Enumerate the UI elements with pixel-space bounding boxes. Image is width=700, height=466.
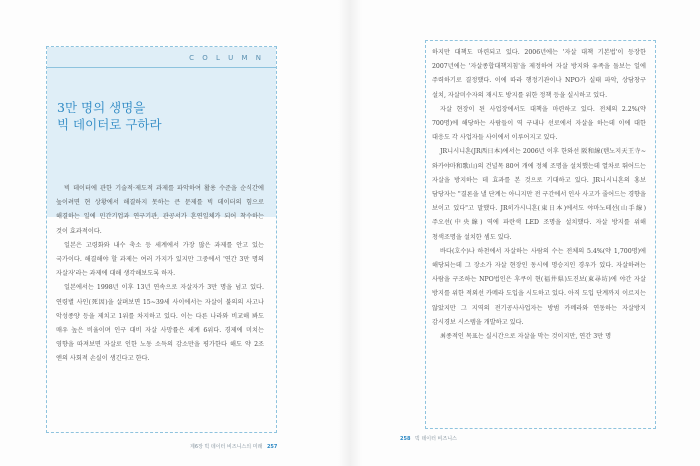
column-label: C O L U M N [189,54,264,62]
column-title-line-1: 3만 명의 생명을 [57,100,146,115]
left-footer-text: 제6장 빅 데이터 비즈니스의 미래 [190,444,263,450]
left-page-number: 257 [266,444,278,450]
column-title-line-2: 빅 데이터로 구하라 [57,117,162,132]
right-paragraph: 자살 현장이 된 사업장에서도 대책을 마련하고 있다. 전체의 2.2%(약 700명)에 해당하는 사람들이 역 구내나 선로에서 자살을 하는데 이에 대한 대응도 각 사업자들 사이에서 이루어지고 있다. [432,105,646,142]
left-paragraph: 빅 데이터에 관한 기술적·제도적 과제를 파악하여 활용 수준을 순식간에 높이려면 현 상황에서 해결하지 못하는 큰 문제를 빅 데이터의 힘으로 해결하는 일에 민간기업과 연구기관, 관공서가 혼연일체가 되어 착수하는 것이 효과적이다. [56,185,264,235]
left-paragraph: 일본은 고령화와 내수 축소 등 세계에서 가장 많은 과제를 안고 있는 국가이다. 해결해야 할 과제는 여러 가지가 있지만 그중에서 '연간 3만 명의 자살자'라는 과제에 대해 생각해보도록 하자. [56,241,264,278]
right-paragraph: 최종적인 목표는 실시간으로 자살을 막는 것이지만, 연간 3만 명 [440,333,612,341]
left-footer [190,443,280,450]
left-body-text [56,182,264,367]
right-body-text [432,46,646,344]
right-paragraph: JR니시니혼(JR西日本)에서는 2006년 이후 한와선 阪和線(텐노지天王寺~와카야마和歌山)의 건널목 80여 개에 정체 조명을 설치했는데 열차로 뛰어드는 자살을 방지하는 데 효과를 본 것으로 기대하고 있다. JR니시니혼의 홍보 담당자는 "결론을 낼 단계는 아니지만 전 구간에서 인사 사고가 줄어드는 경향을 보이고 있다"고 말했다. JR히가시니혼(東日本)에서도 야마노테선(山手線) 주오선(中央線) 역에 파란색 LED 조명을 설치했다. 자살 방지를 위해 청색조명을 설치한 셈도 있다. [432,148,646,241]
right-footer-text: 빅 데이터 비즈니스 [415,436,457,442]
left-paragraph: 일본에서는 1998년 이후 13년 연속으로 자살자가 3만 명을 넘고 있다. 연령별 사인(死因)을 살펴보면 15~39세 사이에서는 자살이 불의의 사고나 악성종양 등을 제치고 1위를 차지하고 있다. 이는 다른 나라와 비교해 봐도 매우 높은 비율이며 인구 대비 자살 사망률은 세계 6위다. 경제에 미치는 영향을 따져보면 자살로 인한 노동 소득의 감소만을 평가한다 해도 약 2조 엔의 사회적 손실이 생긴다고 한다. [56,284,264,363]
right-paragraph: 바다(호수)나 하천에서 자살하는 사람의 수는 전체의 5.4%(약 1,700명)에 해당되는데 그 장소가 자살 현장인 동시에 명승지인 경우가 있다. 자살하려는 사람을 구조하는 NPO법인은 후쿠이 현(福井県)도진보(東尋坊)에 야간 자살 방지를 위한 적외선 카메라 도입을 시도하고 있다. 아직 도입 단계까지 이르지는 않았지만 그 지역의 전기공사사업자는 방범 카메라와 연동하는 자살방지 감시경보 시스템을 개발하고 있다. [432,247,646,326]
right-paragraph: 하지만 대책도 마련되고 있다. 2006년에는 '자살 대책 기본법'이 등장한 2007년에는 '자살종합대책지침'을 제정하여 자살 방지와 유족을 돌보는 일에 주력하기로 결정했다. 이에 따라 행정기관이나 NPO가 실태 파악, 상담창구 설치, 자살미수자의 재시도 방지를 위한 정책 등을 실시하고 있다. [432,49,646,99]
right-page-number: 258 [400,436,411,442]
right-footer [397,435,457,442]
